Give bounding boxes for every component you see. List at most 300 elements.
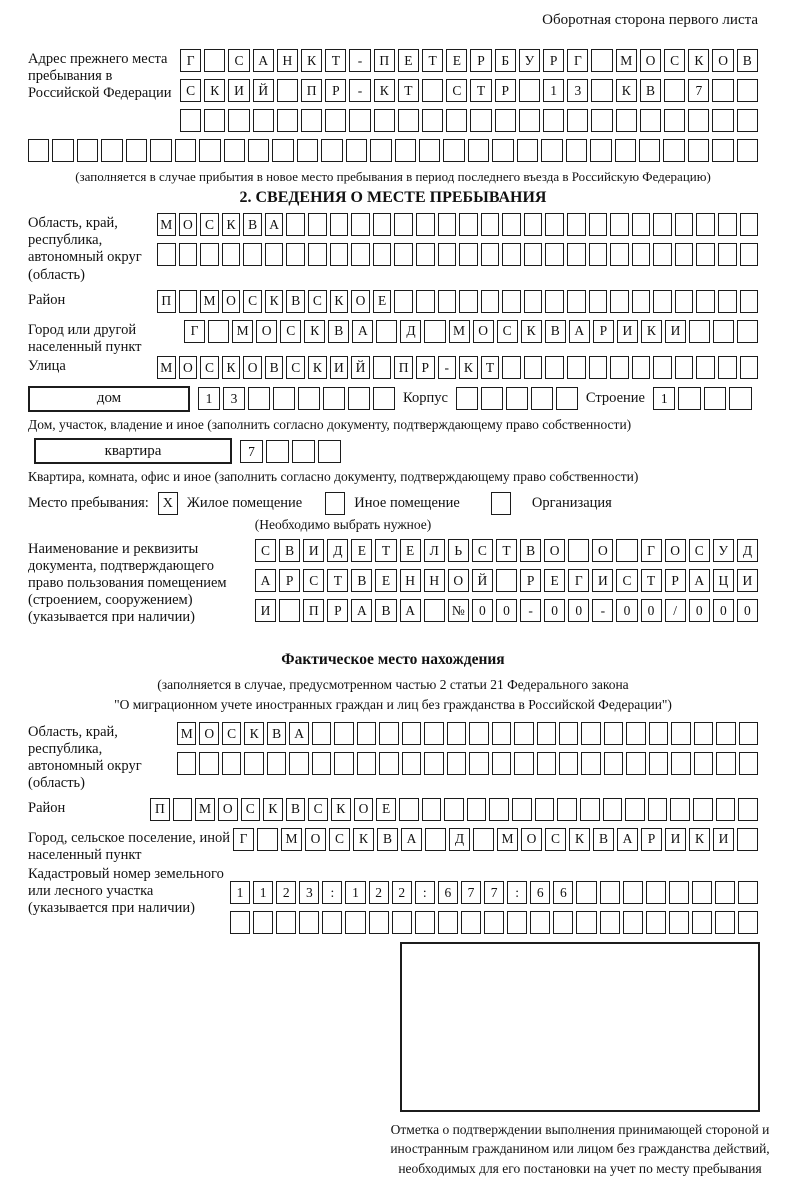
char-cell[interactable]: И — [255, 599, 276, 622]
char-cell[interactable] — [653, 243, 672, 266]
char-cell[interactable] — [173, 798, 193, 821]
char-cell[interactable]: Н — [277, 49, 298, 72]
char-cell[interactable]: Р — [641, 828, 662, 851]
char-cell[interactable]: Д — [737, 539, 758, 562]
char-cell[interactable] — [179, 290, 198, 313]
char-cell[interactable]: М — [195, 798, 215, 821]
char-cell[interactable] — [671, 752, 690, 775]
char-cell[interactable] — [443, 139, 464, 162]
char-cell[interactable] — [438, 290, 457, 313]
char-cell[interactable]: О — [256, 320, 277, 343]
char-cell[interactable] — [626, 752, 645, 775]
char-cell[interactable] — [222, 243, 241, 266]
char-cell[interactable]: М — [157, 213, 176, 236]
char-cell[interactable]: А — [352, 320, 373, 343]
char-cell[interactable] — [632, 243, 651, 266]
char-cell[interactable]: П — [150, 798, 170, 821]
char-cell[interactable]: И — [228, 79, 249, 102]
char-cell[interactable] — [610, 213, 629, 236]
char-cell[interactable]: О — [243, 356, 262, 379]
char-cell[interactable] — [545, 356, 564, 379]
char-cell[interactable] — [704, 387, 727, 410]
char-cell[interactable]: С — [689, 539, 710, 562]
char-cell[interactable]: К — [308, 356, 327, 379]
char-cell[interactable]: С — [308, 290, 327, 313]
char-cell[interactable] — [576, 911, 596, 934]
char-cell[interactable] — [444, 798, 464, 821]
char-cell[interactable] — [330, 243, 349, 266]
char-cell[interactable] — [580, 798, 600, 821]
char-cell[interactable] — [286, 213, 305, 236]
char-cell[interactable]: К — [222, 213, 241, 236]
char-cell[interactable] — [626, 722, 645, 745]
char-cell[interactable]: Е — [376, 798, 396, 821]
char-cell[interactable]: 0 — [616, 599, 637, 622]
char-cell[interactable]: 2 — [392, 881, 412, 904]
char-cell[interactable]: 3 — [567, 79, 588, 102]
char-cell[interactable] — [289, 752, 308, 775]
char-cell[interactable]: Р — [470, 49, 491, 72]
char-cell[interactable]: О — [640, 49, 661, 72]
char-cell[interactable] — [318, 440, 341, 463]
char-cell[interactable] — [664, 109, 685, 132]
char-cell[interactable] — [424, 599, 445, 622]
char-cell[interactable]: К — [301, 49, 322, 72]
char-cell[interactable] — [376, 320, 397, 343]
char-cell[interactable]: О — [521, 828, 542, 851]
char-cell[interactable] — [286, 243, 305, 266]
char-cell[interactable]: Г — [180, 49, 201, 72]
char-cell[interactable]: Н — [400, 569, 421, 592]
char-cell[interactable] — [639, 139, 660, 162]
char-cell[interactable] — [616, 109, 637, 132]
char-cell[interactable]: К — [263, 798, 283, 821]
char-cell[interactable]: К — [265, 290, 284, 313]
char-cell[interactable]: В — [640, 79, 661, 102]
char-cell[interactable]: С — [472, 539, 493, 562]
char-cell[interactable] — [473, 828, 494, 851]
char-cell[interactable] — [277, 79, 298, 102]
char-cell[interactable]: С — [228, 49, 249, 72]
char-cell[interactable] — [524, 356, 543, 379]
char-cell[interactable] — [623, 911, 643, 934]
char-cell[interactable]: Г — [184, 320, 205, 343]
char-cell[interactable]: М — [449, 320, 470, 343]
char-cell[interactable] — [696, 356, 715, 379]
char-cell[interactable] — [422, 109, 443, 132]
char-cell[interactable] — [740, 243, 759, 266]
char-cell[interactable] — [301, 109, 322, 132]
char-cell[interactable]: М — [200, 290, 219, 313]
char-cell[interactable] — [738, 881, 758, 904]
char-cell[interactable] — [692, 881, 712, 904]
char-cell[interactable] — [623, 881, 643, 904]
char-cell[interactable] — [415, 911, 435, 934]
char-cell[interactable] — [77, 139, 98, 162]
char-cell[interactable] — [675, 243, 694, 266]
char-cell[interactable]: Е — [351, 539, 372, 562]
char-cell[interactable] — [653, 213, 672, 236]
char-cell[interactable]: 0 — [472, 599, 493, 622]
char-cell[interactable]: О — [448, 569, 469, 592]
char-cell[interactable] — [519, 79, 540, 102]
char-cell[interactable]: С — [446, 79, 467, 102]
char-cell[interactable]: И — [303, 539, 324, 562]
char-cell[interactable]: 2 — [276, 881, 296, 904]
char-cell[interactable] — [298, 387, 320, 410]
char-cell[interactable]: С — [664, 49, 685, 72]
char-cell[interactable] — [392, 911, 412, 934]
char-cell[interactable] — [330, 213, 349, 236]
char-cell[interactable] — [492, 752, 511, 775]
char-cell[interactable]: А — [617, 828, 638, 851]
char-cell[interactable]: С — [241, 798, 261, 821]
char-cell[interactable] — [496, 569, 517, 592]
char-cell[interactable] — [248, 139, 269, 162]
char-cell[interactable]: Т — [327, 569, 348, 592]
char-cell[interactable]: Д — [327, 539, 348, 562]
char-cell[interactable] — [591, 79, 612, 102]
char-cell[interactable] — [589, 290, 608, 313]
char-cell[interactable] — [150, 139, 171, 162]
char-cell[interactable]: Р — [495, 79, 516, 102]
char-cell[interactable]: Т — [470, 79, 491, 102]
char-cell[interactable]: О — [544, 539, 565, 562]
char-cell[interactable] — [230, 911, 250, 934]
char-cell[interactable] — [610, 290, 629, 313]
char-cell[interactable]: И — [592, 569, 613, 592]
char-cell[interactable] — [492, 139, 513, 162]
char-cell[interactable] — [694, 722, 713, 745]
char-cell[interactable] — [568, 539, 589, 562]
char-cell[interactable]: Р — [327, 599, 348, 622]
char-cell[interactable] — [425, 828, 446, 851]
char-cell[interactable] — [469, 722, 488, 745]
char-cell[interactable]: Р — [279, 569, 300, 592]
char-cell[interactable]: Е — [375, 569, 396, 592]
char-cell[interactable] — [512, 798, 532, 821]
char-cell[interactable] — [323, 387, 345, 410]
char-cell[interactable]: О — [665, 539, 686, 562]
char-cell[interactable] — [729, 387, 752, 410]
char-cell[interactable]: С — [303, 569, 324, 592]
char-cell[interactable]: К — [688, 49, 709, 72]
char-cell[interactable]: К — [330, 290, 349, 313]
char-cell[interactable] — [739, 722, 758, 745]
char-cell[interactable]: П — [394, 356, 413, 379]
char-cell[interactable] — [502, 213, 521, 236]
char-cell[interactable] — [610, 356, 629, 379]
char-cell[interactable]: В — [593, 828, 614, 851]
char-cell[interactable] — [678, 387, 701, 410]
char-cell[interactable] — [581, 752, 600, 775]
char-cell[interactable]: А — [351, 599, 372, 622]
char-cell[interactable]: В — [328, 320, 349, 343]
char-cell[interactable] — [468, 139, 489, 162]
char-cell[interactable] — [394, 290, 413, 313]
char-cell[interactable] — [632, 213, 651, 236]
char-cell[interactable] — [266, 440, 289, 463]
char-cell[interactable]: В — [286, 798, 306, 821]
char-cell[interactable] — [712, 139, 733, 162]
char-cell[interactable] — [715, 881, 735, 904]
char-cell[interactable]: П — [303, 599, 324, 622]
char-cell[interactable]: 0 — [689, 599, 710, 622]
char-cell[interactable] — [267, 752, 286, 775]
char-cell[interactable]: В — [737, 49, 758, 72]
char-cell[interactable] — [180, 109, 201, 132]
char-cell[interactable]: 1 — [230, 881, 250, 904]
char-cell[interactable]: В — [377, 828, 398, 851]
char-cell[interactable] — [308, 213, 327, 236]
char-cell[interactable]: С — [616, 569, 637, 592]
char-cell[interactable] — [373, 243, 392, 266]
char-cell[interactable]: Е — [373, 290, 392, 313]
char-cell[interactable] — [712, 109, 733, 132]
apartment-type-box[interactable]: квартира — [34, 438, 232, 464]
char-cell[interactable]: Л — [424, 539, 445, 562]
char-cell[interactable]: О — [218, 798, 238, 821]
char-cell[interactable] — [712, 79, 733, 102]
char-cell[interactable] — [537, 752, 556, 775]
char-cell[interactable]: 1 — [653, 387, 676, 410]
char-cell[interactable] — [175, 139, 196, 162]
char-cell[interactable] — [394, 213, 413, 236]
char-cell[interactable] — [179, 243, 198, 266]
char-cell[interactable]: Р — [665, 569, 686, 592]
char-cell[interactable] — [718, 213, 737, 236]
char-cell[interactable]: 1 — [543, 79, 564, 102]
char-cell[interactable] — [517, 139, 538, 162]
char-cell[interactable] — [581, 722, 600, 745]
char-cell[interactable] — [590, 139, 611, 162]
char-cell[interactable] — [663, 139, 684, 162]
char-cell[interactable] — [484, 911, 504, 934]
char-cell[interactable]: О — [222, 290, 241, 313]
char-cell[interactable]: В — [520, 539, 541, 562]
char-cell[interactable]: К — [689, 828, 710, 851]
char-cell[interactable] — [557, 798, 577, 821]
char-cell[interactable]: 0 — [737, 599, 758, 622]
char-cell[interactable] — [567, 213, 586, 236]
checkbox-organization[interactable] — [491, 492, 511, 515]
char-cell[interactable] — [459, 290, 478, 313]
char-cell[interactable]: У — [713, 539, 734, 562]
char-cell[interactable] — [424, 722, 443, 745]
char-cell[interactable]: С — [280, 320, 301, 343]
char-cell[interactable] — [567, 243, 586, 266]
char-cell[interactable] — [459, 243, 478, 266]
char-cell[interactable] — [422, 79, 443, 102]
char-cell[interactable] — [739, 752, 758, 775]
char-cell[interactable]: К — [353, 828, 374, 851]
char-cell[interactable]: 7 — [461, 881, 481, 904]
char-cell[interactable] — [615, 139, 636, 162]
char-cell[interactable] — [416, 213, 435, 236]
char-cell[interactable]: 7 — [688, 79, 709, 102]
char-cell[interactable] — [545, 213, 564, 236]
char-cell[interactable] — [559, 722, 578, 745]
char-cell[interactable]: О — [305, 828, 326, 851]
char-cell[interactable] — [625, 798, 645, 821]
char-cell[interactable]: Т — [496, 539, 517, 562]
char-cell[interactable] — [395, 139, 416, 162]
char-cell[interactable]: И — [737, 569, 758, 592]
char-cell[interactable]: К — [616, 79, 637, 102]
char-cell[interactable]: Р — [593, 320, 614, 343]
char-cell[interactable] — [446, 109, 467, 132]
char-cell[interactable]: А — [253, 49, 274, 72]
char-cell[interactable] — [675, 213, 694, 236]
char-cell[interactable]: О — [199, 722, 218, 745]
char-cell[interactable] — [222, 752, 241, 775]
char-cell[interactable] — [713, 320, 734, 343]
char-cell[interactable] — [424, 752, 443, 775]
char-cell[interactable]: С — [497, 320, 518, 343]
char-cell[interactable] — [447, 722, 466, 745]
char-cell[interactable]: К — [331, 798, 351, 821]
char-cell[interactable]: С — [180, 79, 201, 102]
char-cell[interactable] — [566, 139, 587, 162]
char-cell[interactable] — [740, 290, 759, 313]
char-cell[interactable]: К — [521, 320, 542, 343]
char-cell[interactable] — [312, 722, 331, 745]
char-cell[interactable] — [292, 440, 315, 463]
char-cell[interactable] — [402, 752, 421, 775]
char-cell[interactable]: П — [301, 79, 322, 102]
char-cell[interactable] — [157, 243, 176, 266]
char-cell[interactable]: К — [374, 79, 395, 102]
char-cell[interactable] — [370, 139, 391, 162]
char-cell[interactable] — [675, 356, 694, 379]
char-cell[interactable] — [459, 213, 478, 236]
checkbox-other-premises[interactable] — [325, 492, 345, 515]
char-cell[interactable] — [346, 139, 367, 162]
char-cell[interactable] — [603, 798, 623, 821]
char-cell[interactable] — [325, 109, 346, 132]
char-cell[interactable]: О — [351, 290, 370, 313]
char-cell[interactable] — [600, 881, 620, 904]
char-cell[interactable] — [257, 828, 278, 851]
char-cell[interactable]: 2 — [369, 881, 389, 904]
char-cell[interactable] — [334, 752, 353, 775]
char-cell[interactable]: А — [401, 828, 422, 851]
char-cell[interactable]: Г — [567, 49, 588, 72]
char-cell[interactable]: 3 — [223, 387, 245, 410]
char-cell[interactable] — [467, 798, 487, 821]
char-cell[interactable] — [349, 109, 370, 132]
char-cell[interactable] — [265, 243, 284, 266]
char-cell[interactable]: 7 — [240, 440, 263, 463]
char-cell[interactable] — [502, 356, 521, 379]
char-cell[interactable] — [737, 79, 758, 102]
char-cell[interactable]: 1 — [345, 881, 365, 904]
char-cell[interactable] — [718, 290, 737, 313]
char-cell[interactable]: 7 — [484, 881, 504, 904]
char-cell[interactable]: В — [375, 599, 396, 622]
char-cell[interactable] — [716, 722, 735, 745]
char-cell[interactable] — [671, 722, 690, 745]
char-cell[interactable]: Й — [351, 356, 370, 379]
char-cell[interactable]: Е — [400, 539, 421, 562]
char-cell[interactable] — [524, 243, 543, 266]
char-cell[interactable]: М — [497, 828, 518, 851]
char-cell[interactable]: В — [545, 320, 566, 343]
char-cell[interactable]: - — [592, 599, 613, 622]
char-cell[interactable] — [199, 752, 218, 775]
char-cell[interactable] — [567, 109, 588, 132]
char-cell[interactable]: 6 — [438, 881, 458, 904]
char-cell[interactable] — [345, 911, 365, 934]
char-cell[interactable] — [675, 290, 694, 313]
char-cell[interactable]: А — [265, 213, 284, 236]
char-cell[interactable] — [737, 139, 758, 162]
char-cell[interactable]: М — [281, 828, 302, 851]
char-cell[interactable]: И — [330, 356, 349, 379]
char-cell[interactable] — [589, 243, 608, 266]
char-cell[interactable] — [589, 213, 608, 236]
char-cell[interactable] — [514, 752, 533, 775]
char-cell[interactable]: 3 — [299, 881, 319, 904]
char-cell[interactable]: К — [244, 722, 263, 745]
char-cell[interactable] — [653, 290, 672, 313]
char-cell[interactable] — [604, 752, 623, 775]
char-cell[interactable] — [373, 387, 395, 410]
char-cell[interactable]: М — [177, 722, 196, 745]
char-cell[interactable] — [649, 722, 668, 745]
char-cell[interactable] — [199, 139, 220, 162]
char-cell[interactable] — [470, 109, 491, 132]
char-cell[interactable]: Е — [544, 569, 565, 592]
char-cell[interactable] — [373, 213, 392, 236]
char-cell[interactable] — [696, 290, 715, 313]
char-cell[interactable]: 6 — [553, 881, 573, 904]
char-cell[interactable] — [737, 828, 758, 851]
char-cell[interactable]: С — [308, 798, 328, 821]
char-cell[interactable] — [248, 387, 270, 410]
char-cell[interactable] — [531, 387, 553, 410]
char-cell[interactable] — [537, 722, 556, 745]
char-cell[interactable]: Р — [543, 49, 564, 72]
char-cell[interactable] — [692, 911, 712, 934]
char-cell[interactable]: А — [289, 722, 308, 745]
char-cell[interactable] — [461, 911, 481, 934]
char-cell[interactable] — [204, 109, 225, 132]
char-cell[interactable] — [664, 79, 685, 102]
char-cell[interactable] — [438, 213, 457, 236]
char-cell[interactable] — [591, 49, 612, 72]
char-cell[interactable]: К — [304, 320, 325, 343]
char-cell[interactable]: О — [354, 798, 374, 821]
char-cell[interactable] — [492, 722, 511, 745]
char-cell[interactable] — [399, 798, 419, 821]
char-cell[interactable]: Н — [424, 569, 445, 592]
char-cell[interactable] — [495, 109, 516, 132]
char-cell[interactable]: Т — [375, 539, 396, 562]
char-cell[interactable] — [334, 722, 353, 745]
char-cell[interactable] — [535, 798, 555, 821]
char-cell[interactable] — [694, 752, 713, 775]
char-cell[interactable]: И — [617, 320, 638, 343]
char-cell[interactable] — [545, 290, 564, 313]
char-cell[interactable] — [481, 387, 503, 410]
char-cell[interactable] — [52, 139, 73, 162]
char-cell[interactable] — [373, 356, 392, 379]
char-cell[interactable] — [716, 752, 735, 775]
char-cell[interactable] — [276, 911, 296, 934]
char-cell[interactable]: Ь — [448, 539, 469, 562]
char-cell[interactable] — [253, 911, 273, 934]
